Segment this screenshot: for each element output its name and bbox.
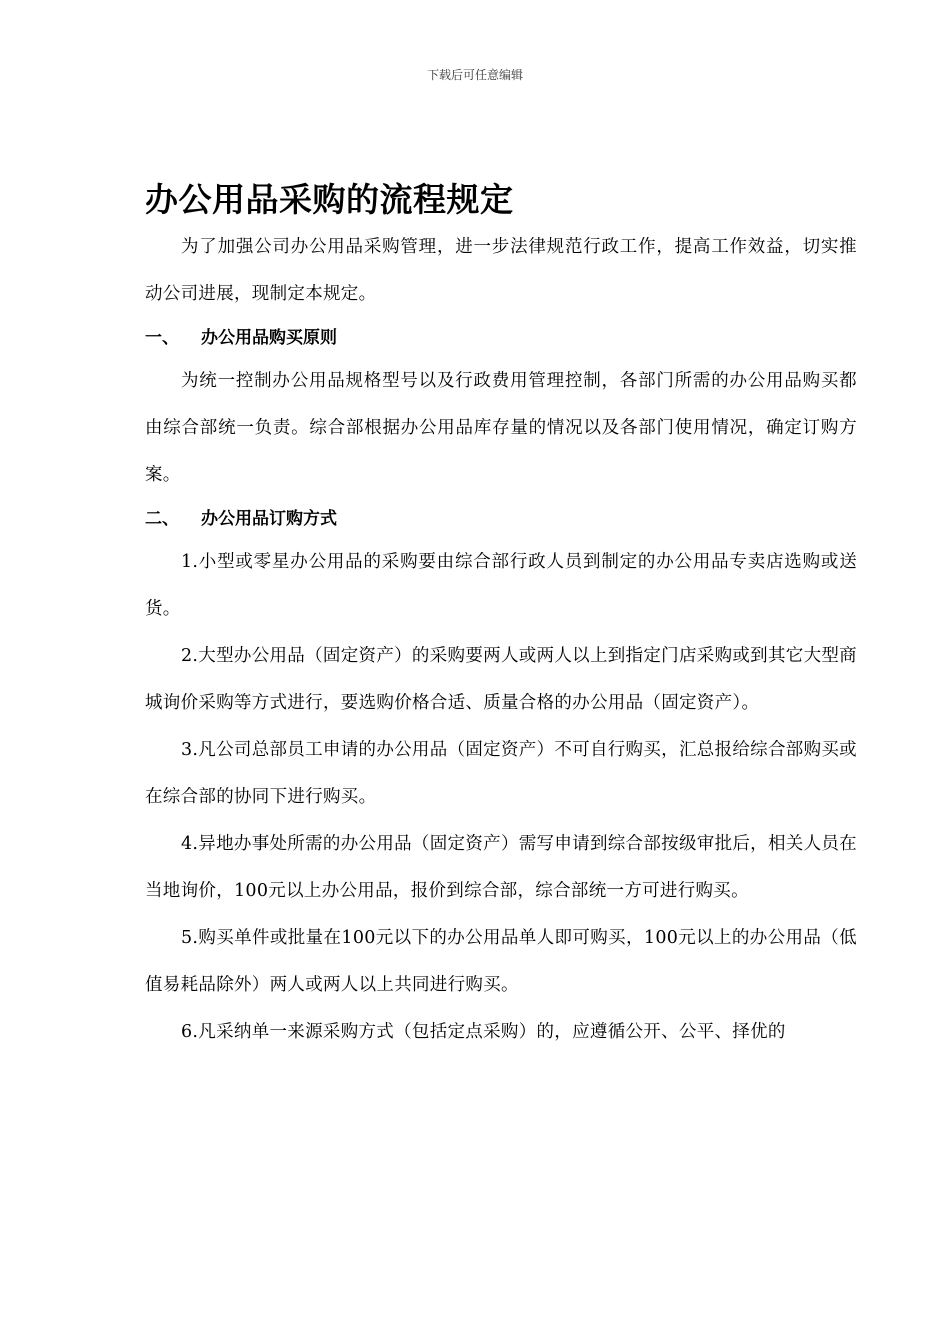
section-title: 办公用品订购方式 [201,509,337,529]
section-1 [145,318,857,499]
section-heading [145,318,857,358]
paragraph: 3.凡公司总部员工申请的办公用品（固定资产）不可自行购买，汇总报给综合部购买或在综合部的协同下进行购买。 [145,740,857,807]
paragraph: 2.大型办公用品（固定资产）的采购要两人或两人以上到指定门店采购或到其它大型商城询价采购等方式进行，要选购价格合适、质量合格的办公用品（固定资产）。 [145,646,857,713]
section-title: 办公用品购买原则 [201,328,337,348]
paragraph: 1.小型或零星办公用品的采购要由综合部行政人员到制定的办公用品专卖店选购或送货。 [145,552,857,619]
section-number: 二、 [145,509,179,529]
document-title: 办公用品采购的流程规定 [145,180,514,219]
section-number: 一、 [145,328,179,348]
paragraph: 4.异地办事处所需的办公用品（固定资产）需写申请到综合部按级审批后，相关人员在当地询价，100元以上办公用品，报价到综合部，综合部统一方可进行购买。 [145,834,857,901]
document-body [145,176,857,1056]
paragraph: 为统一控制办公用品规格型号以及行政费用管理控制，各部门所需的办公用品购买都由综合部统一负责。综合部根据办公用品库存量的情况以及各部门使用情况，确定订购方案。 [145,371,857,485]
section-2 [145,499,857,1056]
paragraph: 5.购买单件或批量在100元以下的办公用品单人即可购买，100元以上的办公用品（低值易耗品除外）两人或两人以上共同进行购买。 [145,928,857,995]
header-note: 下载后可任意编辑 [426,68,523,82]
intro-paragraph: 为了加强公司办公用品采购管理，进一步法律规范行政工作，提高工作效益，切实推动公司进展，现制定本规定。 [145,237,857,304]
paragraph: 6.凡采纳单一来源采购方式（包括定点采购）的，应遵循公开、公平、择优的 [181,1022,786,1042]
section-heading [145,499,857,539]
